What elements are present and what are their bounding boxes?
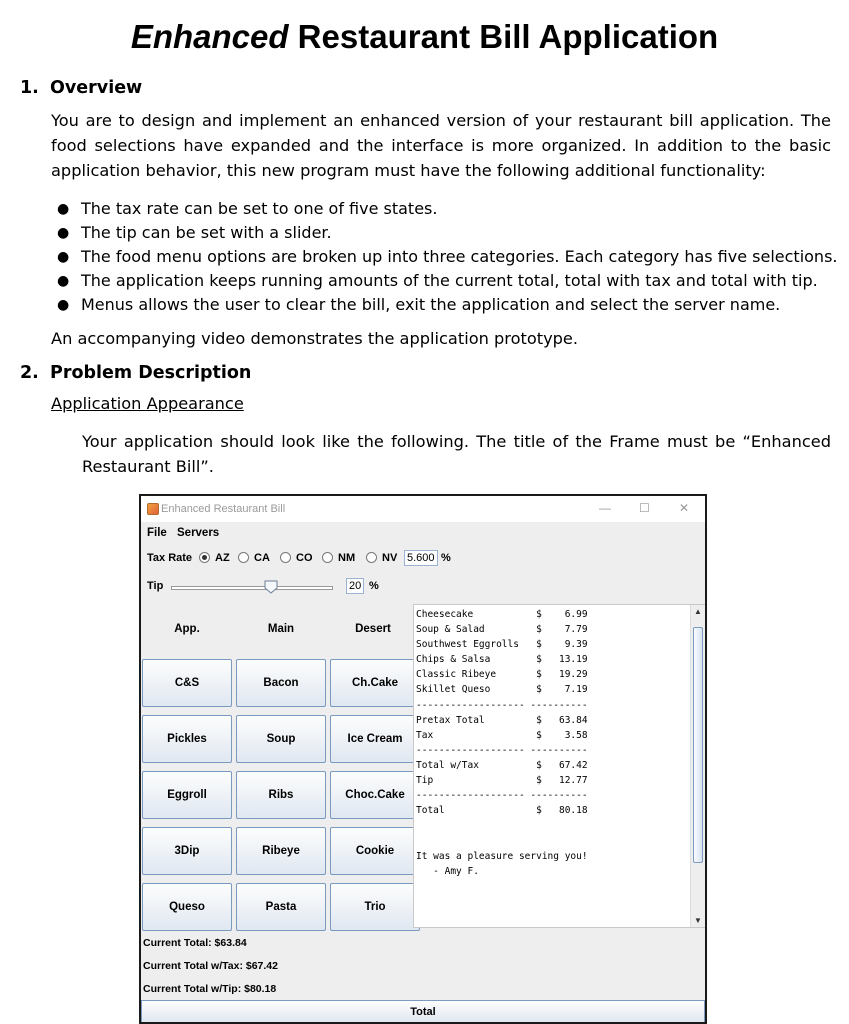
- bill-line: Chips & Salsa $ 13.19: [416, 654, 588, 666]
- current-total-label: Current Total: $63.84: [143, 937, 247, 949]
- bill-text-area[interactable]: [413, 604, 706, 928]
- radio-az[interactable]: [199, 552, 210, 563]
- food-button[interactable]: C&S: [142, 659, 232, 707]
- bullet-icon: ●: [57, 201, 70, 217]
- bill-line: [416, 818, 588, 833]
- bullet-icon: ●: [57, 225, 70, 241]
- food-button[interactable]: Choc.Cake: [330, 771, 420, 819]
- app-window: [139, 494, 707, 1024]
- video-note: An accompanying video demonstrates the application prototype.: [51, 329, 579, 348]
- close-icon[interactable]: ✕: [679, 501, 690, 515]
- minimize-icon[interactable]: —: [599, 501, 611, 515]
- food-button[interactable]: Soup: [236, 715, 326, 763]
- total-button[interactable]: Total: [141, 1000, 705, 1024]
- menu-servers[interactable]: Servers: [177, 527, 220, 539]
- bill-line: Total w/Tax $ 67.42: [416, 759, 588, 771]
- window-title: Enhanced Restaurant Bill: [161, 503, 286, 515]
- bill-line: Southwest Eggrolls $ 9.39: [416, 639, 588, 651]
- section-1-heading: [20, 78, 142, 98]
- tip-slider-track[interactable]: [171, 586, 333, 590]
- document-title: [0, 18, 849, 56]
- tip-slider-thumb[interactable]: [264, 580, 278, 594]
- tax-rate-row: [141, 548, 705, 570]
- bill-lines: [416, 607, 588, 879]
- scroll-up-icon[interactable]: ▲: [694, 607, 702, 616]
- bill-line: Skillet Queso $ 7.19: [416, 684, 588, 696]
- food-button[interactable]: Eggroll: [142, 771, 232, 819]
- food-button[interactable]: Bacon: [236, 659, 326, 707]
- feature-text: The application keeps running amounts of the current total, total with tax and total with tip.: [81, 271, 818, 290]
- feature-item: [51, 293, 831, 317]
- appearance-paragraph: Your application should look like the following. The title of the Frame must be “Enhanced Restaurant Bill”.: [82, 432, 831, 476]
- section-1-number: 1.: [20, 78, 39, 98]
- bill-line: ------------------- ----------: [416, 699, 588, 711]
- bill-line: Tip $ 12.77: [416, 775, 588, 787]
- maximize-icon[interactable]: ☐: [639, 501, 650, 515]
- feature-item: [51, 197, 831, 221]
- java-app-icon: [147, 503, 159, 515]
- section-2-number: 2.: [20, 363, 39, 383]
- radio-nm[interactable]: [322, 552, 333, 563]
- scroll-thumb[interactable]: [693, 627, 703, 863]
- section-1-title: Overview: [50, 78, 143, 98]
- section-2-heading: [20, 363, 251, 383]
- bill-line: Classic Ribeye $ 19.29: [416, 669, 588, 681]
- tip-percent-label: %: [369, 580, 379, 592]
- application-appearance-subheading: Application Appearance: [51, 394, 244, 413]
- bullet-icon: ●: [57, 273, 70, 289]
- tip-row: [141, 576, 705, 598]
- bill-line: [416, 833, 588, 848]
- title-rest: Restaurant Bill Application: [288, 18, 719, 55]
- bullet-icon: ●: [57, 297, 70, 313]
- current-total-tax-label: Current Total w/Tax: $67.42: [143, 960, 278, 972]
- radio-nm-label: NM: [338, 552, 356, 564]
- menu-file[interactable]: File: [147, 527, 167, 539]
- bill-scrollbar[interactable]: [690, 605, 705, 927]
- bill-line: Pretax Total $ 63.84: [416, 714, 588, 726]
- radio-ca[interactable]: [238, 552, 249, 563]
- bill-line: ------------------- ----------: [416, 790, 588, 802]
- bullet-icon: ●: [57, 249, 70, 265]
- column-main: Main: [267, 623, 295, 635]
- radio-nv-label: NV: [382, 552, 398, 564]
- feature-item: [51, 221, 831, 245]
- food-button[interactable]: 3Dip: [142, 827, 232, 875]
- feature-item: [51, 269, 831, 293]
- bill-line: Soup & Salad $ 7.79: [416, 624, 588, 636]
- section-2-title: Problem Description: [50, 363, 252, 383]
- food-button[interactable]: Trio: [330, 883, 420, 931]
- bill-line: It was a pleasure serving you!: [416, 850, 588, 862]
- radio-co-label: CO: [296, 552, 313, 564]
- food-button[interactable]: Queso: [142, 883, 232, 931]
- scroll-down-icon[interactable]: ▼: [694, 916, 702, 925]
- bill-line: Cheesecake $ 6.99: [416, 609, 588, 620]
- feature-list: [51, 197, 838, 317]
- radio-nv[interactable]: [366, 552, 377, 563]
- bill-line: - Amy F.: [416, 865, 479, 877]
- feature-text: The tax rate can be set to one of five states.: [81, 199, 438, 218]
- bill-line: ------------------- ----------: [416, 744, 588, 756]
- radio-az-label: AZ: [215, 552, 230, 564]
- bill-line: Tax $ 3.58: [416, 729, 588, 741]
- feature-item: [51, 245, 838, 269]
- column-desert: Desert: [355, 623, 391, 635]
- tip-label: Tip: [147, 580, 164, 592]
- tip-field[interactable]: 20: [346, 578, 364, 594]
- food-button[interactable]: Pickles: [142, 715, 232, 763]
- window-titlebar: [141, 496, 705, 522]
- bill-line: Total $ 80.18: [416, 805, 588, 817]
- food-button[interactable]: Ch.Cake: [330, 659, 420, 707]
- title-italic: Enhanced: [130, 18, 289, 55]
- radio-ca-label: CA: [254, 552, 270, 564]
- food-button[interactable]: Ribeye: [236, 827, 326, 875]
- current-total-tip-label: Current Total w/Tip: $80.18: [143, 983, 277, 995]
- food-button[interactable]: Ice Cream: [330, 715, 420, 763]
- column-app: App.: [174, 623, 200, 635]
- tax-rate-field[interactable]: 5.600: [404, 550, 438, 566]
- menu-bar: [141, 522, 705, 544]
- food-button[interactable]: Cookie: [330, 827, 420, 875]
- radio-co[interactable]: [280, 552, 291, 563]
- overview-paragraph: You are to design and implement an enhanced version of your restaurant bill application. The food selections have expanded and the interface is more organized. In addition to the basic application behavior, this new program must have the following additional functionality:: [51, 111, 831, 180]
- feature-text: Menus allows the user to clear the bill, exit the application and select the server name.: [81, 295, 781, 314]
- feature-text: The tip can be set with a slider.: [81, 223, 332, 242]
- feature-text: The food menu options are broken up into three categories. Each category has five selections.: [81, 247, 838, 266]
- food-button[interactable]: Pasta: [236, 883, 326, 931]
- tax-rate-label: Tax Rate: [147, 552, 193, 564]
- tax-percent-label: %: [441, 552, 451, 564]
- food-button[interactable]: Ribs: [236, 771, 326, 819]
